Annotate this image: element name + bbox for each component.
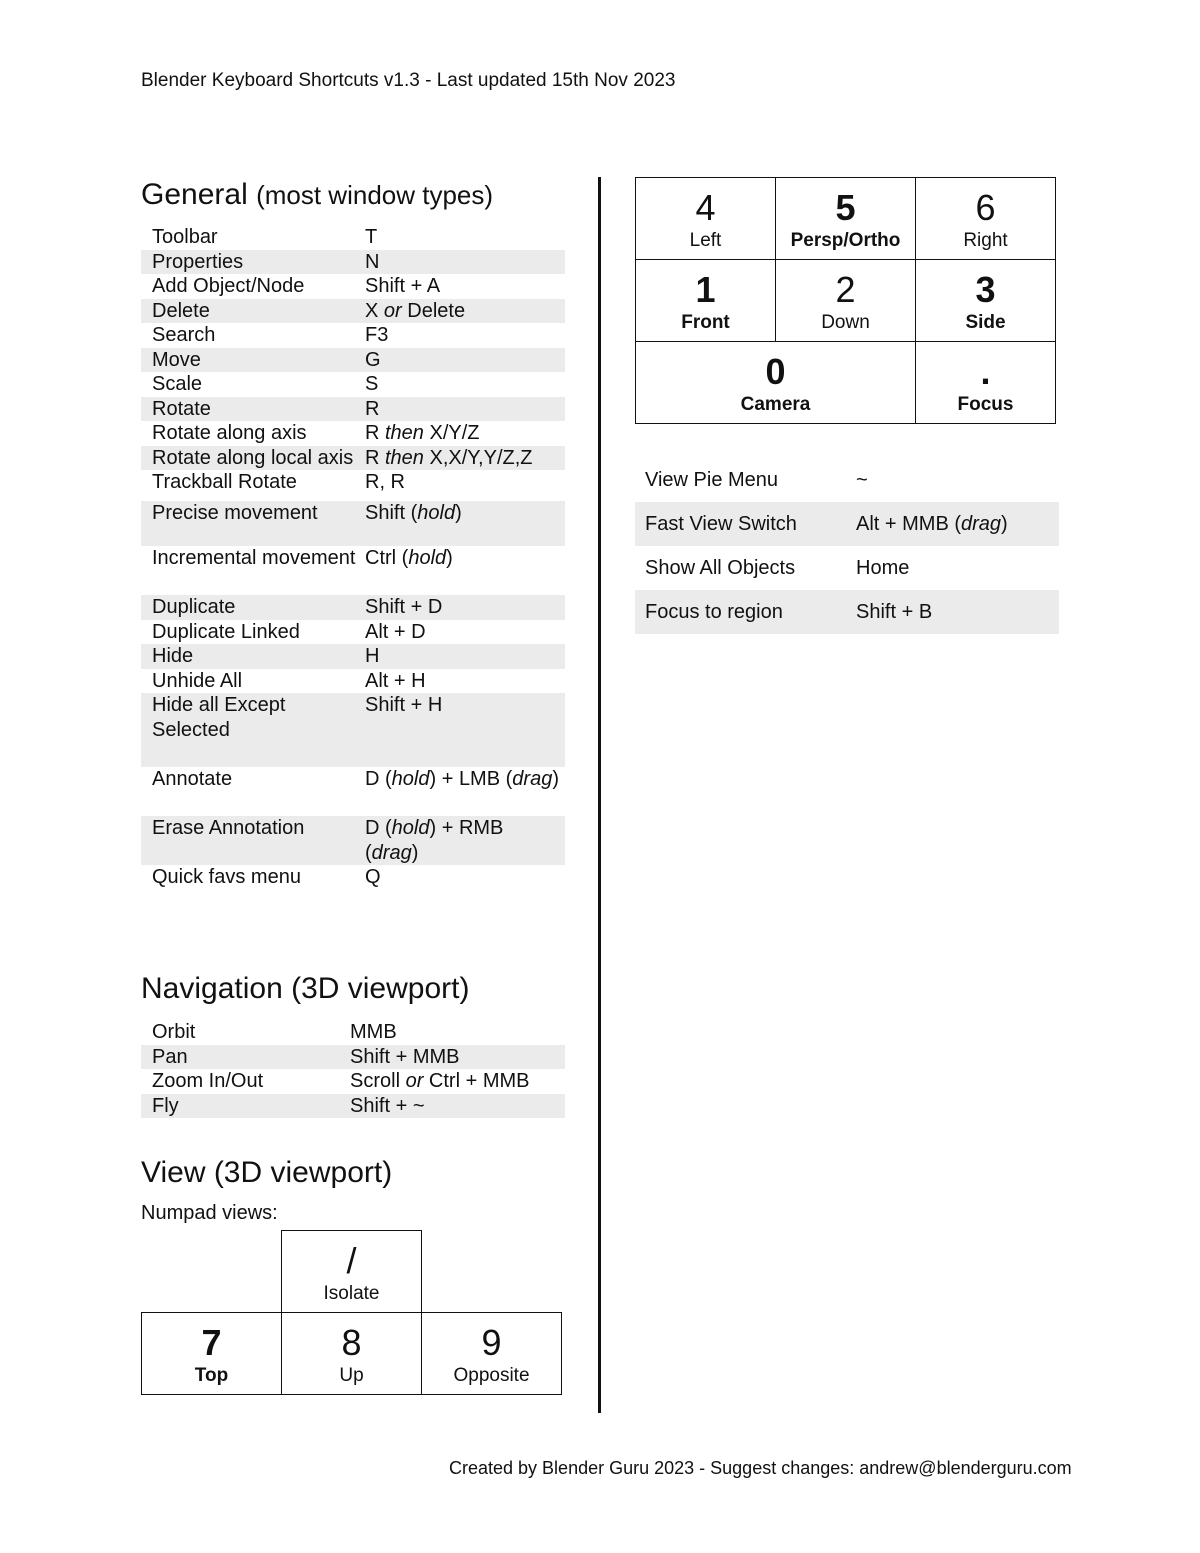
shortcut-row (141, 693, 565, 767)
shortcut-keys: Shift + A (365, 275, 441, 297)
shortcut-keys: T (365, 226, 378, 248)
shortcut-action: Duplicate (152, 596, 236, 618)
numpad-key-7: 7 Top (142, 1313, 282, 1395)
shortcut-action: Add Object/Node (152, 275, 305, 297)
shortcut-action: Scale (152, 373, 203, 395)
general-title: General (141, 178, 248, 211)
shortcut-keys: R then X,X/Y,Y/Z,Z (365, 446, 533, 469)
shortcut-keys: Scroll or Ctrl + MMB (350, 1070, 530, 1092)
shortcut-row (141, 1045, 565, 1070)
shortcut-keys: Ctrl (hold) (365, 547, 453, 569)
shortcut-action: Annotate (152, 768, 233, 790)
shortcut-row (141, 421, 565, 446)
view-option-action: Fast View Switch (645, 512, 797, 535)
view-option-action: Show All Objects (645, 556, 796, 579)
shortcut-keys: D (hold) + LMB (drag) (365, 768, 559, 790)
shortcut-row (141, 348, 565, 373)
shortcut-row (141, 446, 565, 471)
general-shortcuts-table (141, 225, 565, 890)
shortcut-row (141, 470, 565, 501)
shortcut-action: Rotate along axis (152, 422, 307, 444)
view-option-row (635, 546, 1059, 590)
shortcut-action: Quick favs menu (152, 866, 301, 888)
shortcut-action: Precise movement (152, 502, 318, 524)
view-option-row (635, 590, 1059, 634)
numpad-grid-right (635, 177, 1056, 424)
shortcut-keys: Shift + D (365, 596, 443, 618)
numpad-key-6: 6 Right (916, 178, 1056, 260)
view-options-table (635, 458, 1059, 634)
shortcut-action: Incremental movement (152, 547, 356, 569)
view-option-row (635, 502, 1059, 546)
view-option-keys: Alt + MMB (drag) (856, 512, 1008, 535)
view-option-keys: Home (856, 556, 910, 579)
shortcut-row (141, 225, 565, 250)
numpad-key-4: 4 Left (636, 178, 776, 260)
shortcut-keys: F3 (365, 324, 389, 346)
shortcut-action: Move (152, 348, 201, 371)
general-subtitle: (most window types) (256, 180, 494, 210)
shortcut-row (141, 274, 565, 299)
view-option-keys: ~ (856, 468, 868, 491)
shortcut-row (141, 620, 565, 645)
numpad-key-slash: / Isolate (282, 1231, 422, 1313)
numpad-key-dot: . Focus (916, 342, 1056, 424)
shortcut-action: Orbit (152, 1021, 196, 1043)
shortcut-keys: Shift (hold) (365, 502, 462, 524)
numpad-caption: Numpad views: (141, 1202, 278, 1224)
shortcut-row (141, 816, 565, 865)
shortcut-row (141, 323, 565, 348)
shortcut-action: Rotate (152, 397, 211, 420)
view-title: View (3D viewport) (141, 1156, 393, 1189)
shortcut-keys: H (365, 645, 380, 667)
shortcut-row (141, 546, 565, 595)
shortcut-keys: D (hold) + RMB (drag) (365, 817, 504, 864)
navigation-title: Navigation (3D viewport) (141, 972, 470, 1005)
document-footer: Created by Blender Guru 2023 - Suggest changes: andrew@blenderguru.com (449, 1458, 1072, 1478)
shortcut-action: Hide (152, 645, 194, 667)
shortcut-action: Rotate along local axis (152, 446, 354, 469)
document-header: Blender Keyboard Shortcuts v1.3 - Last updated 15th Nov 2023 (141, 70, 676, 91)
column-divider (598, 177, 601, 1413)
shortcut-keys: N (365, 250, 380, 273)
shortcut-row (141, 595, 565, 620)
general-section-title (141, 178, 493, 212)
shortcut-action: Trackball Rotate (152, 471, 297, 493)
shortcut-row (141, 669, 565, 694)
shortcut-action: Fly (152, 1094, 179, 1117)
shortcut-row (141, 299, 565, 324)
numpad-grid-top (141, 1230, 562, 1395)
shortcut-action: Unhide All (152, 669, 243, 692)
shortcut-row (141, 1020, 565, 1045)
numpad-key-5: 5 Persp/Ortho (776, 178, 916, 260)
shortcut-action: Zoom In/Out (152, 1070, 264, 1092)
shortcut-keys: Shift + MMB (350, 1045, 460, 1068)
navigation-shortcuts-table (141, 1020, 565, 1118)
shortcut-row (141, 397, 565, 422)
shortcut-keys: R, R (365, 471, 405, 493)
shortcut-row (141, 1069, 565, 1094)
shortcut-keys: S (365, 373, 379, 395)
shortcut-row (141, 644, 565, 669)
numpad-key-9: 9 Opposite (422, 1313, 562, 1395)
shortcut-action: Erase Annotation (152, 817, 305, 839)
shortcut-keys: Shift + ~ (350, 1094, 425, 1117)
view-option-keys: Shift + B (856, 600, 933, 623)
shortcut-keys: R then X/Y/Z (365, 422, 480, 444)
shortcut-keys: Q (365, 866, 381, 888)
shortcut-row (141, 767, 565, 816)
shortcut-keys: Shift + H (365, 694, 443, 716)
numpad-key-3: 3 Side (916, 260, 1056, 342)
numpad-key-2: 2 Down (776, 260, 916, 342)
numpad-key-0: 0 Camera (636, 342, 916, 424)
shortcut-action: Search (152, 324, 216, 346)
shortcut-row (141, 250, 565, 275)
shortcut-row (141, 865, 565, 890)
shortcut-row (141, 1094, 565, 1119)
shortcut-row (141, 501, 565, 546)
view-option-action: View Pie Menu (645, 468, 779, 491)
numpad-key-8: 8 Up (282, 1313, 422, 1395)
shortcut-keys: Alt + H (365, 669, 426, 692)
shortcut-keys: MMB (350, 1021, 397, 1043)
shortcut-keys: R (365, 397, 380, 420)
shortcut-action: Hide all Except Selected (152, 694, 286, 741)
shortcut-action: Duplicate Linked (152, 620, 300, 643)
shortcut-action: Pan (152, 1045, 188, 1068)
view-option-row (635, 458, 1059, 502)
shortcut-keys: Alt + D (365, 620, 426, 643)
view-option-action: Focus to region (645, 600, 783, 623)
shortcut-action: Properties (152, 250, 244, 273)
shortcut-action: Toolbar (152, 226, 218, 248)
shortcut-row (141, 372, 565, 397)
shortcut-keys: G (365, 348, 381, 371)
numpad-key-1: 1 Front (636, 260, 776, 342)
shortcut-action: Delete (152, 299, 210, 322)
shortcut-keys: X or Delete (365, 299, 466, 322)
